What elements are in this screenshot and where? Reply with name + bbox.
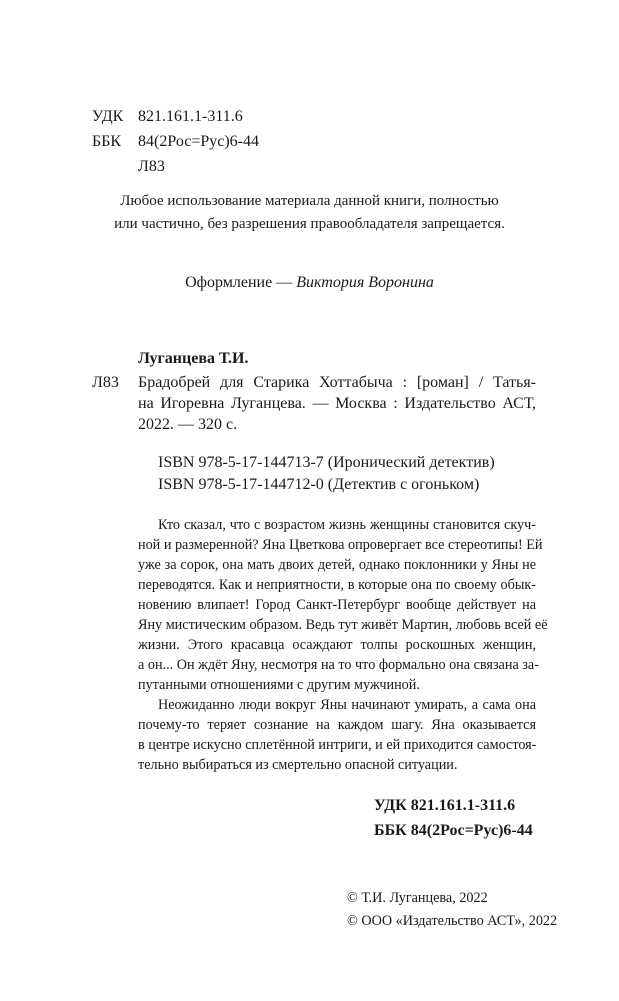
annotation-line: Яну мистическим образом. Ведь тут живёт Мартин, любовь всей её [138,617,548,633]
udk-line [92,106,243,127]
author-mark: Л83 [92,374,119,391]
annotation-line: почему-то теряет сознание на каждом шагу. Яна оказывается [138,717,536,733]
isbn-list [158,452,495,495]
udk-value: 821.161.1-311.6 [138,108,243,125]
annotation-line: путанными отношениями с другим мужчиной. [138,677,420,693]
annotation-line: жизни. Этого красавца осаждают толпы роскошных женщин, [138,637,536,653]
catalog-description [138,372,536,435]
catalog-description-line: на Игоревна Луганцева. — Москва : Издательство АСТ, [138,395,536,412]
annotation-line: а он... Он ждёт Яну, несмотря на то что формально она связана за- [138,657,539,673]
copyright-notice-line-2: или частично, без разрешения правообладателя запрещается. [114,216,505,232]
bbk-value: 84(2Рос=Рус)6-44 [138,133,260,150]
bbk-line [92,131,259,152]
annotation-line: в центре искусно сплетённой интриги, и ей приходится самостоя- [138,737,537,753]
bottom-udk: УДК 821.161.1-311.6 [374,797,516,814]
design-label: Оформление — [185,274,297,291]
copyright-author: © Т.И. Луганцева, 2022 [347,890,488,906]
design-credit [0,272,619,293]
annotation-line: уже за сорок, она мать двоих детей, однако поклонники у Яны не [138,557,536,573]
udk-label: УДК [92,108,124,125]
author-mark-top: Л83 [138,158,165,175]
copyright-publisher: © ООО «Издательство АСТ», 2022 [347,913,558,929]
copyright-notice-line-1: Любое использование материала данной книги, полностью [120,193,499,209]
designer-name: Виктория Воронина [296,274,434,291]
annotation-line: Кто сказал, что с возрастом жизнь женщины становится скуч- [158,517,536,533]
catalog-description-line: Брадобрей для Старика Хоттабыча : [роман] / Татья- [138,374,536,391]
annotation-line: ной и размеренной? Яна Цветкова опровергает все стереотипы! Ей [138,537,543,553]
annotation-paragraph-1 [138,515,548,695]
annotation-paragraph-2 [138,695,536,775]
bbk-label: ББК [92,133,122,150]
bottom-bbk: ББК 84(2Рос=Рус)6-44 [374,822,533,839]
annotation-line: Неожиданно люди вокруг Яны начинают умирать, а сама она [158,697,536,713]
annotation-line: новению влипает! Город Санкт-Петербург вообще действует на [138,597,536,613]
author-heading: Луганцева Т.И. [138,350,249,367]
isbn-line: ISBN 978-5-17-144713-7 (Иронический детектив) [158,454,495,471]
catalog-description-line: 2022. — 320 с. [138,416,238,433]
isbn-line: ISBN 978-5-17-144712-0 (Детектив с огоньком) [158,476,480,493]
annotation-line: тельно выбираться из смертельно опасной ситуации. [138,757,458,773]
annotation-line: переводятся. Как и неприятности, в которые она по своему обык- [138,577,536,593]
